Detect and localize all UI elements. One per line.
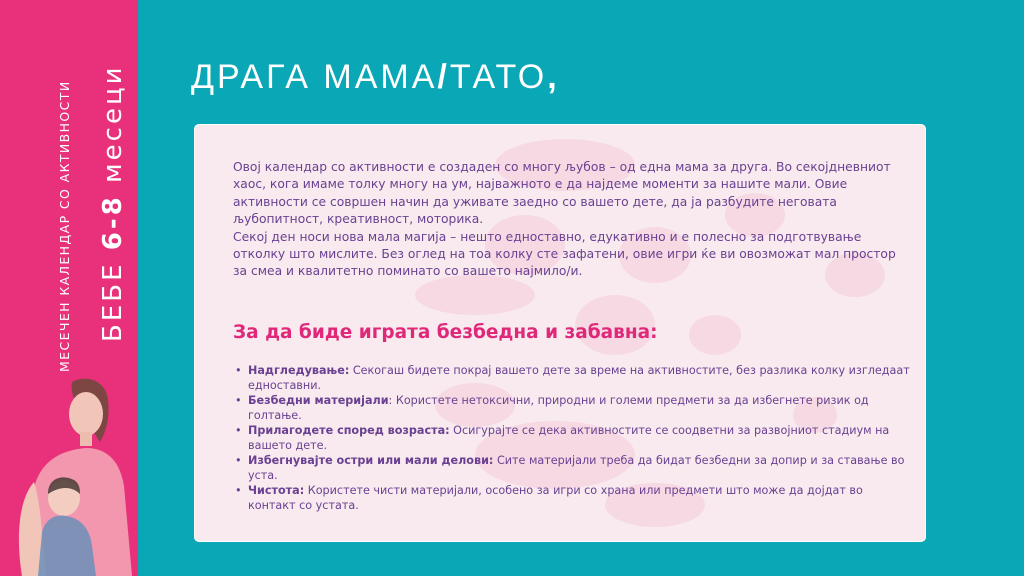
sidebar-title-prefix: БЕБЕ: [98, 261, 128, 342]
intro-paragraph-2: Секој ден носи нова мала магија – нешто едноставно, едукативно и е полесно за подготвување отколку што мислите. Без оглед на тоа колку сте зафатени, овие игри ќе ви овозможат мал простор за смеа и квалитетно поминато со вашето најмило/и.: [233, 229, 896, 279]
content-card: [194, 124, 926, 542]
mother-neck: [80, 432, 92, 446]
sidebar-title: [98, 64, 128, 342]
bullet-icon: •: [235, 454, 242, 467]
bullet-icon: •: [235, 424, 242, 437]
safety-heading: За да биде играта безбедна и забавна:: [233, 322, 658, 343]
sidebar-title-suffix: месеци: [98, 64, 128, 183]
sidebar-subtitle: МЕСЕЧЕН КАЛЕНДАР СО АКТИВНОСТИ: [57, 80, 72, 372]
safety-tips-list: [233, 363, 913, 513]
sidebar: [0, 0, 138, 576]
sidebar-title-age: 6-8: [98, 194, 128, 251]
page-title: ДРАГА МАМА/ТАТО,: [191, 58, 560, 96]
list-item: • Безбедни материјали: Користете нетоксични, природни и големи предмети за да избегнете ризик од голтање.: [235, 394, 869, 422]
list-item: • Надгледување: Секогаш бидете покрај вашето дете за време на активностите, без разлика колку изгледаат едноставни.: [235, 364, 910, 392]
list-item: • Чистота: Користете чисти материјали, особено за игри со храна или предмети што може да дојдат во контакт со устата.: [235, 484, 863, 512]
bullet-icon: •: [235, 394, 242, 407]
mother-baby-illustration: [0, 370, 138, 576]
intro-text: [233, 159, 913, 281]
intro-paragraph-1: Овој календар со активности е создаден со многу љубов – од една мама за друга. Во секојдневниот хаос, кога имаме толку многу на ум, најважното е да најдеме моменти за нашите мали. Овие активности се совршен начин да уживате заедно со вашето дете, да ја разбудите неговата љубопитност, креативност, моторика.: [233, 160, 891, 227]
bullet-icon: •: [235, 484, 242, 497]
list-item: • Прилагодете според возраста: Осигурајте се дека активностите се соодветни за развојниот стадиум на вашето дете.: [235, 424, 890, 452]
bullet-icon: •: [235, 364, 242, 377]
list-item: • Избегнувајте остри или мали делови: Сите материјали треба да бидат безбедни за допир и за ставање во уста.: [235, 454, 905, 482]
mother-face: [69, 392, 103, 436]
